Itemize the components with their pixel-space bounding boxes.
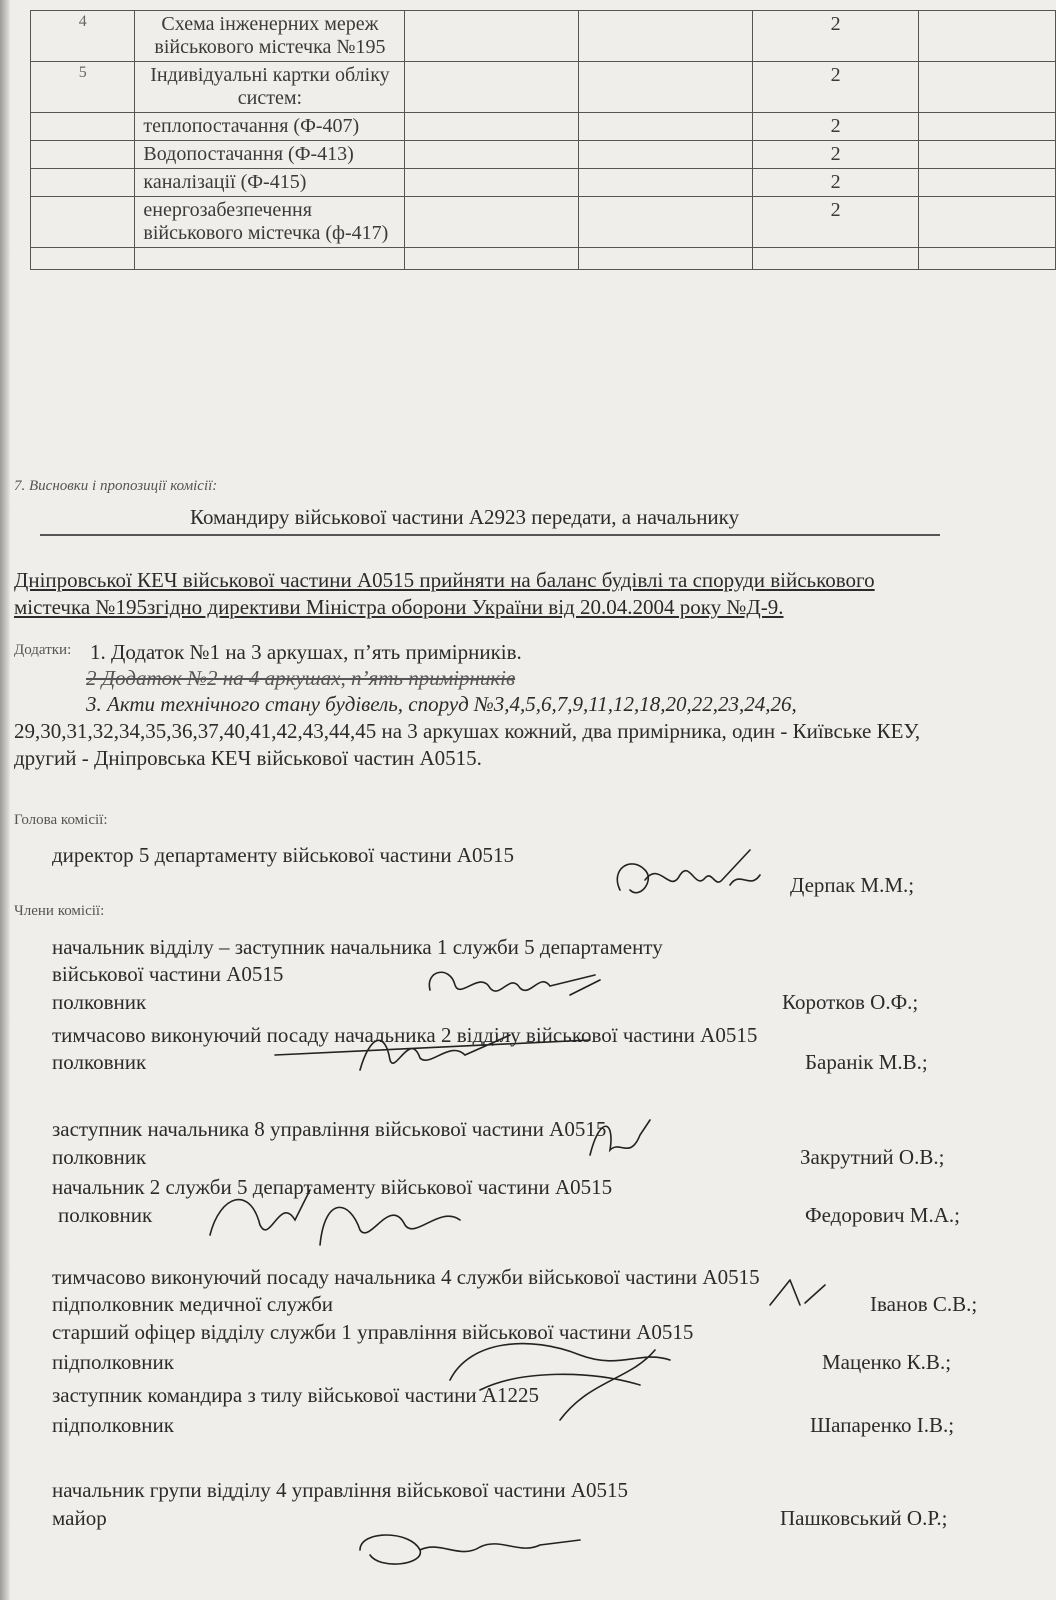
row-name: енергозабезпечення військового містечка (ф-417) (135, 197, 405, 248)
chair-label: Голова комісії: (14, 812, 108, 828)
member-7-name: Шапаренко І.В.; (810, 1413, 955, 1437)
signature-member-8 (350, 1525, 590, 1575)
table-row (31, 197, 1056, 248)
member-3-rank: полковник (52, 1145, 147, 1169)
row-col-3 (405, 248, 579, 270)
conclusions-line-3: містечка №195згідно директиви Міністра оборони України від 20.04.2004 року №Д-9. (14, 595, 784, 619)
signature-member-2 (270, 1020, 600, 1080)
member-8-rank: майор (52, 1506, 107, 1530)
chair-name: Дерпак М.М.; (790, 873, 915, 897)
row-quantity: 2 (753, 197, 919, 248)
row-number: 4 (31, 11, 135, 62)
row-name (135, 248, 405, 270)
row-name: Водопостачання (Ф-413) (135, 141, 405, 169)
attachment-2: 2 Додаток №2 на 4 аркушах, п’ять примірників (86, 666, 516, 690)
attachment-3-line-1: 3. Акти технічного стану будівель, споруд №3,4,5,6,7,9,11,12,18,20,22,23,24,26, (86, 692, 797, 716)
members-label: Члени комісії: (14, 903, 105, 919)
member-8-name: Пашковський О.Р.; (780, 1506, 948, 1530)
member-6-rank: підполковник (52, 1350, 174, 1374)
member-6-name: Маценко К.В.; (822, 1350, 952, 1374)
member-4-name: Федорович М.А.; (805, 1203, 960, 1227)
member-2-name: Баранік М.В.; (805, 1050, 928, 1074)
member-1-line-2: військової частини А0515 (52, 962, 284, 986)
member-1-name: Коротков О.Ф.; (782, 990, 919, 1014)
attachments-label: Додатки: (14, 642, 72, 658)
row-col-3 (405, 141, 579, 169)
row-quantity: 2 (753, 11, 919, 62)
chair-position: директор 5 департаменту військової частини А0515 (52, 843, 514, 867)
attachment-3-line-3: другий - Дніпровська КЕЧ військової частин А0515. (14, 746, 482, 770)
conclusions-line-2: Дніпровської КЕЧ військової частини А0515 прийняти на баланс будівлі та споруди військового (14, 568, 875, 592)
member-1-line-1: начальник відділу – заступник начальника 1 служби 5 департаменту (52, 935, 663, 959)
member-3-name: Закрутний О.В.; (800, 1145, 945, 1169)
row-col-4 (579, 113, 753, 141)
row-name: теплопостачання (Ф-407) (135, 113, 405, 141)
row-col-3 (405, 113, 579, 141)
row-col-6 (918, 141, 1055, 169)
signature-member-1 (420, 960, 620, 1010)
conclusions-label: 7. Висновки і пропозиції комісії: (14, 478, 218, 494)
row-quantity: 2 (753, 62, 919, 113)
member-8-line-1: начальник групи відділу 4 управління військової частини А0515 (52, 1478, 629, 1502)
row-col-4 (579, 197, 753, 248)
row-quantity (753, 248, 919, 270)
row-col-6 (918, 113, 1055, 141)
scan-edge (0, 0, 10, 1600)
member-7-rank: підполковник (52, 1413, 174, 1437)
table-row (31, 113, 1056, 141)
signature-chair (600, 840, 780, 920)
row-number (31, 169, 135, 197)
row-col-6 (918, 197, 1055, 248)
signature-member-6-7 (440, 1320, 700, 1430)
row-col-3 (405, 169, 579, 197)
member-7-line-1: заступник командира з тилу військової частини А1225 (52, 1383, 540, 1407)
row-col-6 (918, 169, 1055, 197)
signature-member-3 (580, 1110, 660, 1170)
row-col-3 (405, 11, 579, 62)
conclusions-line-1: Командиру військової частини А2923 передати, а начальнику (190, 505, 740, 529)
row-number (31, 248, 135, 270)
row-col-4 (579, 141, 753, 169)
signature-member-4 (200, 1175, 500, 1265)
member-3-line-1: заступник начальника 8 управління військової частини А0515 (52, 1117, 607, 1141)
member-2-line-1: тимчасово виконуючий посаду начальника 2 відділу військової частини А0515 (52, 1023, 758, 1047)
row-number (31, 197, 135, 248)
row-col-6 (918, 62, 1055, 113)
member-4-rank: полковник (58, 1203, 153, 1227)
row-quantity: 2 (753, 141, 919, 169)
table-row (31, 141, 1056, 169)
member-2-rank: полковник (52, 1050, 147, 1074)
row-col-3 (405, 62, 579, 113)
attachment-1: 1. Додаток №1 на 3 аркушах, п’ять примірників. (90, 640, 522, 664)
row-number: 5 (31, 62, 135, 113)
underline-rule (40, 534, 940, 536)
row-number (31, 113, 135, 141)
row-name: Індивідуальні картки обліку систем: (135, 62, 405, 113)
attachment-3-line-2: 29,30,31,32,34,35,36,37,40,41,42,43,44,45 на 3 аркушах кожний, два примірника, один - Київське КЕУ, (14, 719, 921, 743)
table-row (31, 169, 1056, 197)
row-col-6 (918, 11, 1055, 62)
row-name: каналізації (Ф-415) (135, 169, 405, 197)
items-table (30, 10, 1056, 270)
row-name: Схема інженерних мереж військового містечка №195 (135, 11, 405, 62)
member-5-name: Іванов С.В.; (870, 1292, 978, 1316)
row-col-3 (405, 197, 579, 248)
signature-member-5 (760, 1275, 840, 1315)
table-row (31, 248, 1056, 270)
row-quantity: 2 (753, 113, 919, 141)
member-5-line-1: тимчасово виконуючий посаду начальника 4 служби військової частини А0515 (52, 1265, 760, 1289)
table-row (31, 62, 1056, 113)
row-col-4 (579, 169, 753, 197)
row-number (31, 141, 135, 169)
row-col-4 (579, 62, 753, 113)
row-col-4 (579, 11, 753, 62)
member-4-line-1: начальник 2 служби 5 департаменту військової частини А0515 (52, 1175, 613, 1199)
member-6-line-1: старший офіцер відділу служби 1 управління військової частини А0515 (52, 1320, 694, 1344)
member-5-rank: підполковник медичної служби (52, 1292, 333, 1316)
row-col-4 (579, 248, 753, 270)
member-1-rank: полковник (52, 990, 147, 1014)
row-quantity: 2 (753, 169, 919, 197)
row-col-6 (918, 248, 1055, 270)
table-row (31, 11, 1056, 62)
